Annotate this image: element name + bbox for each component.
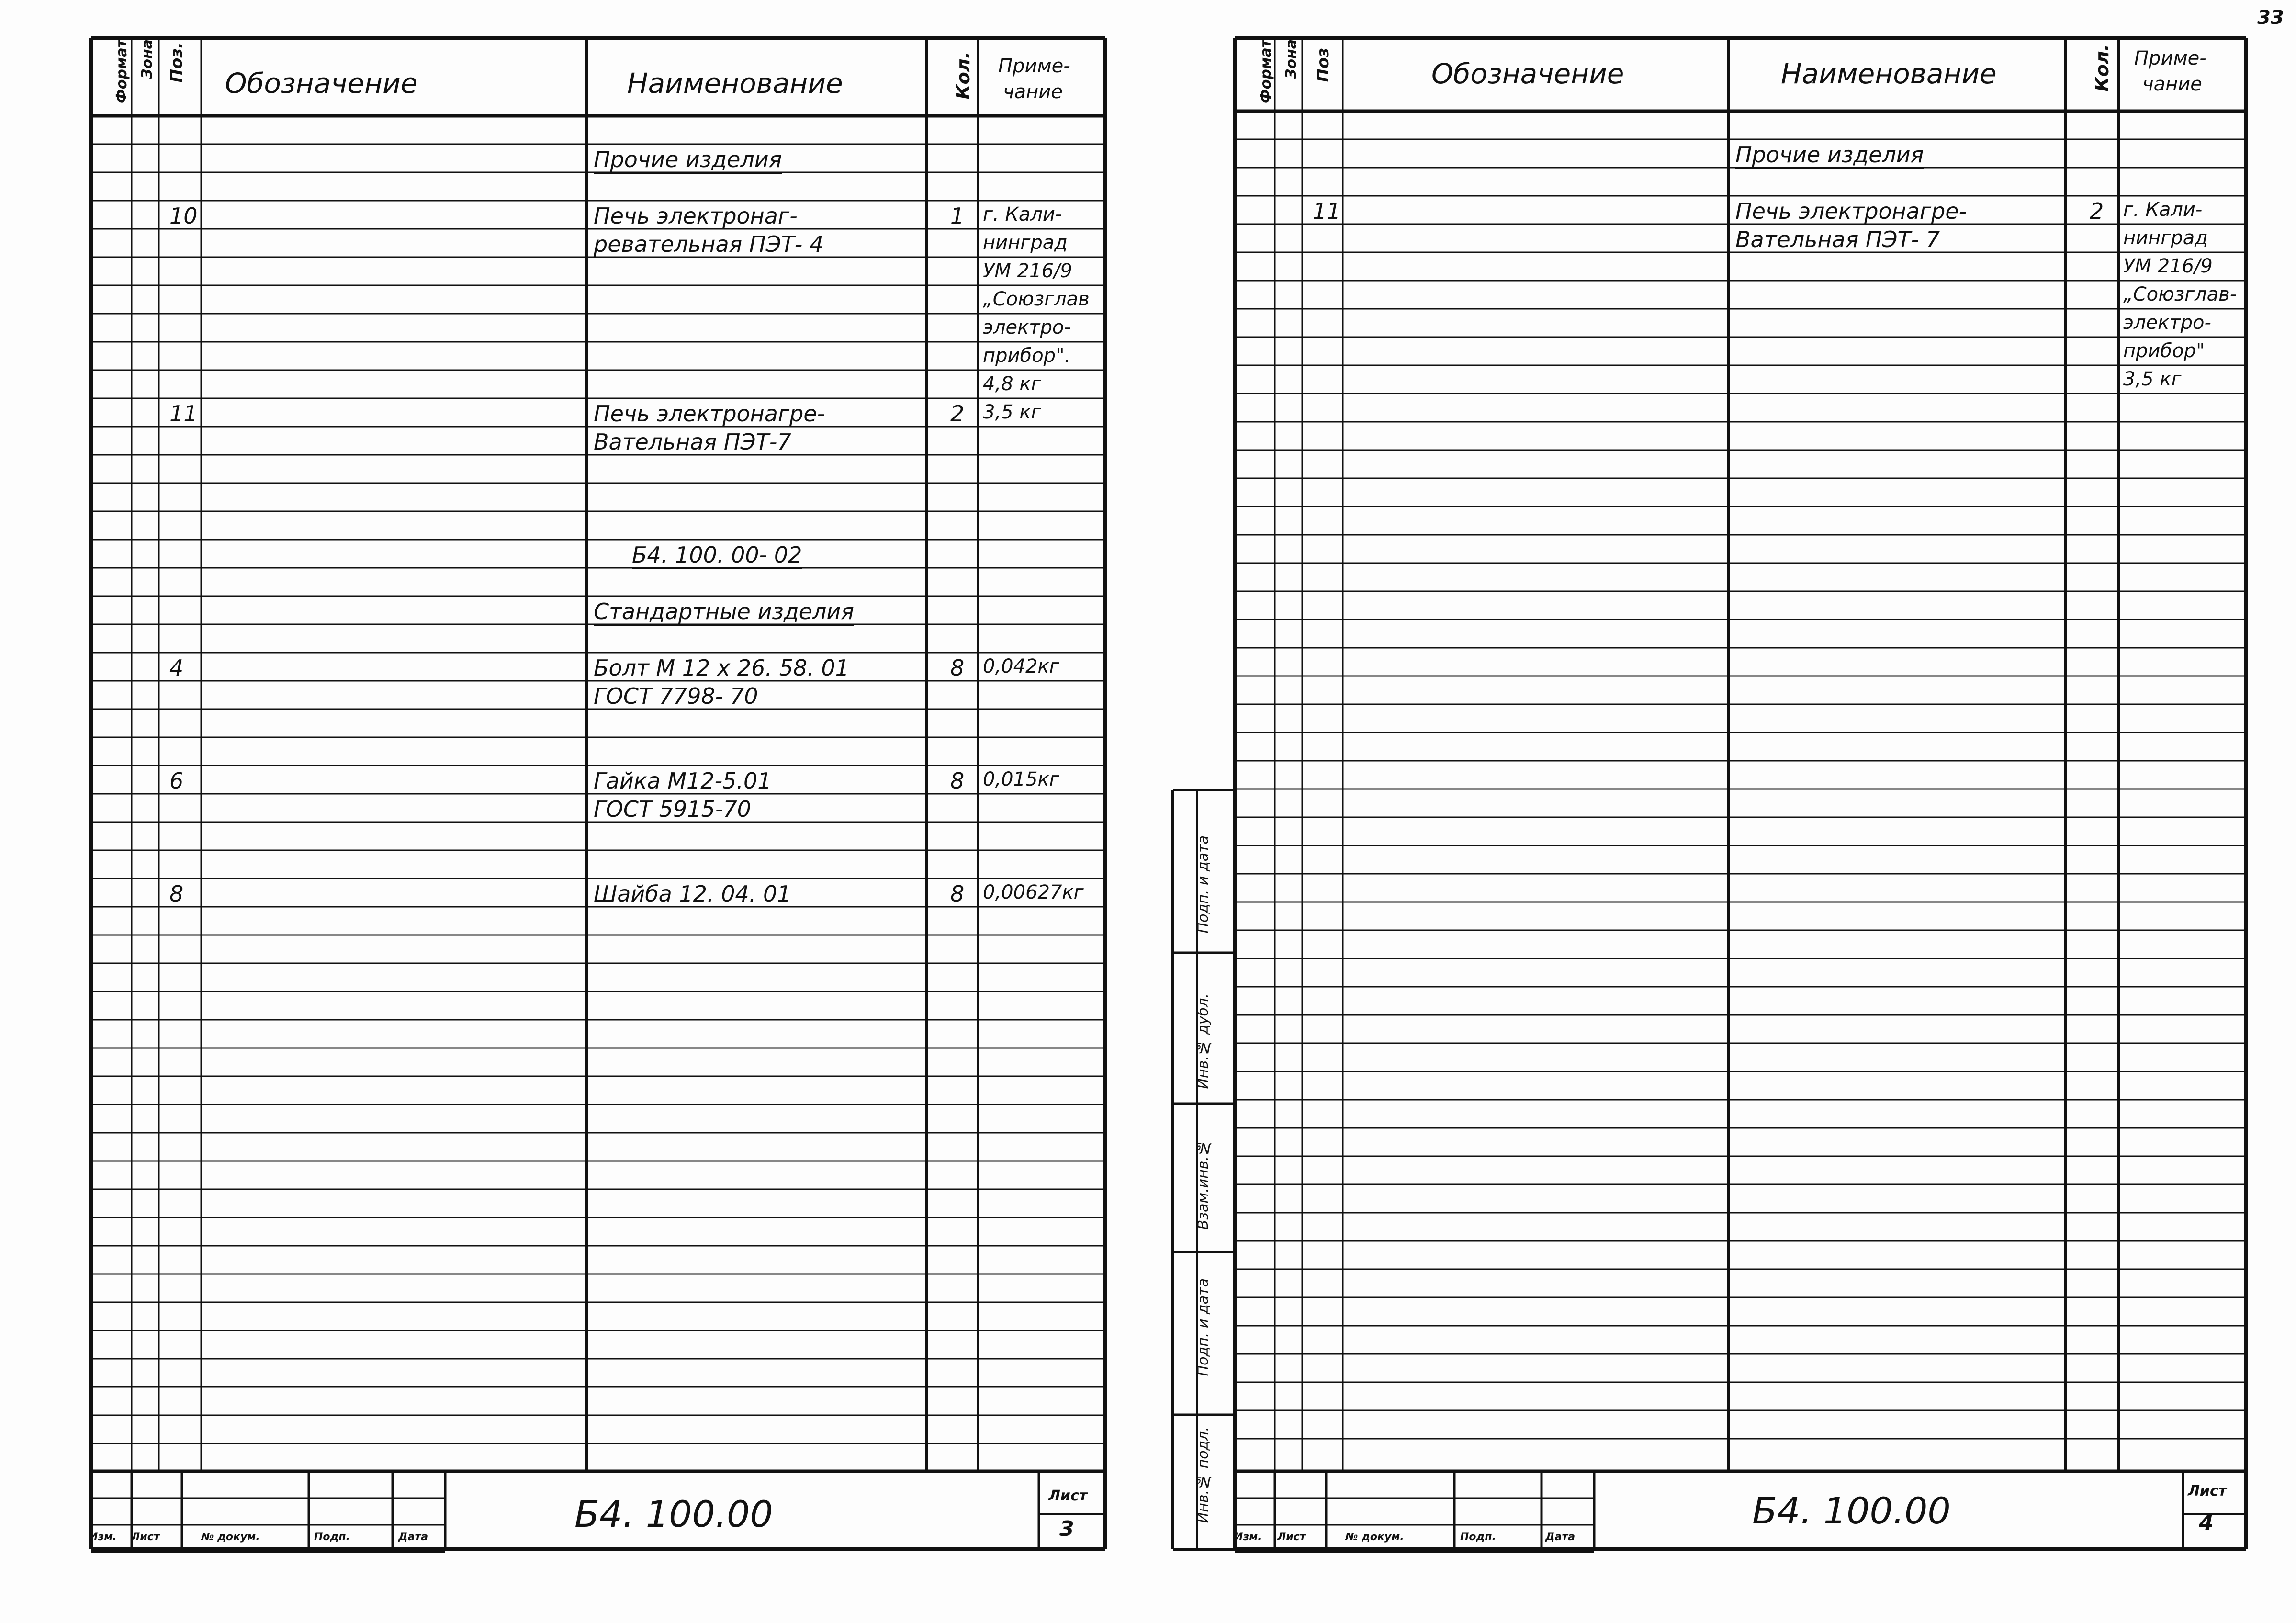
left-row-note: г. Кали- bbox=[983, 203, 1062, 225]
header-name: Наименование bbox=[1781, 57, 1997, 90]
right-row-note: нинград bbox=[2123, 227, 2208, 249]
left-row-note: 3,5 кг bbox=[983, 401, 1041, 423]
left-row-qty: 1 bbox=[950, 203, 965, 229]
header-note-1: Приме- bbox=[998, 55, 1070, 77]
left-stamp-sheet-number: 3 bbox=[1059, 1517, 1074, 1541]
left-row-pos: 10 bbox=[169, 203, 198, 229]
right-row-name: Прочие изделия bbox=[1735, 142, 1924, 168]
right-stamp-sheet-label: Лист bbox=[2188, 1483, 2227, 1499]
right-stamp-sign: Подп. bbox=[1460, 1531, 1496, 1543]
header-zone: Зона bbox=[1283, 39, 1300, 79]
left-stamp-sheet-label: Лист bbox=[1048, 1488, 1088, 1504]
left-row-name: Гайка М12-5.01 bbox=[594, 768, 772, 794]
left-row-note: 0,042кг bbox=[983, 655, 1059, 677]
left-row-name: Шайба 12. 04. 01 bbox=[594, 881, 791, 907]
left-row-note: УМ 216/9 bbox=[983, 260, 1072, 282]
left-stamp-date: Дата bbox=[398, 1531, 428, 1543]
header-pos: Поз. bbox=[167, 42, 186, 83]
side-label-vzam-inv: Взам.инв.№ bbox=[1195, 1139, 1212, 1230]
left-stamp-list: Лист bbox=[131, 1531, 160, 1543]
header-pos: Поз bbox=[1314, 48, 1333, 82]
left-row-pos: 11 bbox=[169, 401, 198, 427]
left-row-name: Вательная ПЭТ-7 bbox=[594, 429, 791, 455]
right-stamp-izm: Изм. bbox=[1234, 1531, 1262, 1543]
side-label-sign-date-1: Подп. и дата bbox=[1195, 835, 1212, 934]
right-row-pos: 11 bbox=[1313, 198, 1341, 224]
header-format: Формат bbox=[113, 39, 130, 103]
left-row-name: Печь электронаг- bbox=[594, 203, 798, 229]
side-label-sign-date-2: Подп. и дата bbox=[1195, 1278, 1212, 1376]
right-row-name: Вательная ПЭТ- 7 bbox=[1735, 226, 1940, 252]
left-row-qty: 8 bbox=[950, 768, 965, 794]
page-number: 33 bbox=[2257, 7, 2284, 29]
right-row-note: г. Кали- bbox=[2123, 199, 2203, 221]
header-zone: Зона bbox=[139, 39, 156, 79]
left-row-qty: 2 bbox=[950, 401, 965, 427]
left-stamp-code: Б4. 100.00 bbox=[574, 1493, 773, 1535]
left-row-qty: 8 bbox=[950, 881, 965, 907]
right-stamp-sheet-number: 4 bbox=[2199, 1511, 2214, 1535]
left-row-note: прибор". bbox=[983, 345, 1071, 367]
header-qty: Кол. bbox=[953, 52, 974, 100]
left-row-note: нинград bbox=[983, 232, 1068, 254]
header-note-1: Приме- bbox=[2134, 47, 2206, 69]
side-label-inv-podl: Инв.№ подл. bbox=[1195, 1427, 1212, 1523]
right-row-qty: 2 bbox=[2090, 198, 2104, 224]
left-row-name: Стандартные изделия bbox=[594, 598, 854, 624]
left-row-name: Болт М 12 х 26. 58. 01 bbox=[594, 655, 849, 681]
left-row-name: Печь электронагре- bbox=[594, 401, 825, 427]
right-row-note: 3,5 кг bbox=[2123, 368, 2182, 390]
left-row-pos: 6 bbox=[169, 768, 184, 794]
header-note-2: чание bbox=[2142, 73, 2202, 95]
header-designation: Обозначение bbox=[1431, 57, 1624, 90]
side-label-inv-dubl: Инв.№ дубл. bbox=[1195, 993, 1212, 1089]
left-row-qty: 8 bbox=[950, 655, 965, 681]
left-row-note: „Союзглав bbox=[983, 288, 1090, 310]
header-designation: Обозначение bbox=[225, 67, 418, 100]
left-row-name: ГОСТ 5915-70 bbox=[594, 796, 751, 822]
right-stamp-code: Б4. 100.00 bbox=[1752, 1489, 1951, 1532]
header-qty: Кол. bbox=[2092, 44, 2113, 92]
left-row-note: 0,015кг bbox=[983, 768, 1059, 790]
right-stamp-doc: № докум. bbox=[1345, 1531, 1404, 1543]
left-row-name: Прочие изделия bbox=[594, 147, 782, 172]
left-row-name: ревательная ПЭТ- 4 bbox=[594, 231, 824, 257]
header-note-2: чание bbox=[1003, 81, 1063, 103]
right-row-note: „Союзглав- bbox=[2123, 283, 2237, 305]
right-row-name: Печь электронагре- bbox=[1735, 198, 1967, 224]
left-row-note: 0,00627кг bbox=[983, 881, 1084, 903]
left-row-note: электро- bbox=[983, 316, 1071, 338]
left-row-pos: 8 bbox=[169, 881, 184, 907]
left-stamp-sign: Подп. bbox=[314, 1531, 350, 1543]
right-row-note: прибор" bbox=[2123, 340, 2205, 362]
right-row-note: УМ 216/9 bbox=[2123, 255, 2213, 277]
left-stamp-izm: Изм. bbox=[89, 1531, 117, 1543]
header-format: Формат bbox=[1258, 39, 1274, 103]
header-name: Наименование bbox=[627, 67, 843, 100]
right-row-note: электро- bbox=[2123, 312, 2211, 334]
left-row-pos: 4 bbox=[169, 655, 184, 681]
left-row-name: ГОСТ 7798- 70 bbox=[594, 683, 758, 709]
right-stamp-date: Дата bbox=[1545, 1531, 1576, 1543]
left-row-note: 4,8 кг bbox=[983, 373, 1041, 395]
right-stamp-list: Лист bbox=[1277, 1531, 1306, 1543]
left-stamp-doc: № докум. bbox=[201, 1531, 260, 1543]
left-row-name: Б4. 100. 00- 02 bbox=[632, 542, 802, 568]
